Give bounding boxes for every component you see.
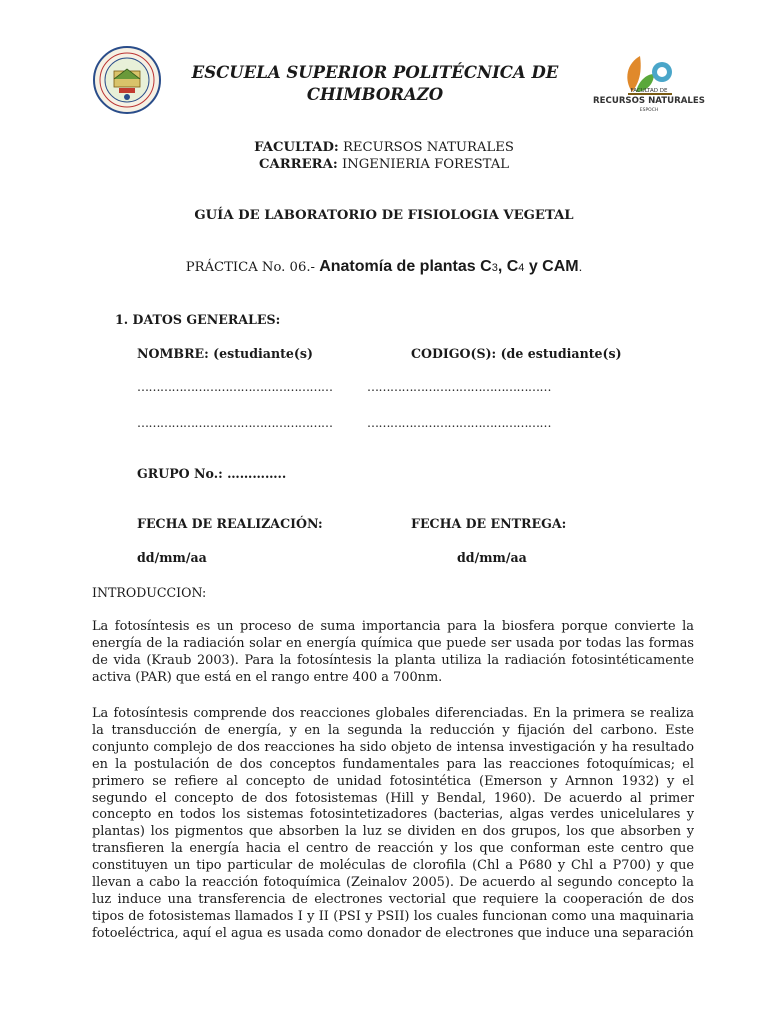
institution-line-1: ESCUELA SUPERIOR POLITÉCNICA DE — [191, 63, 559, 82]
practice-title — [0, 258, 768, 277]
group-line — [137, 466, 286, 481]
guide-title: GUÍA DE LABORATORIO DE FISIOLOGIA VEGETAL — [194, 208, 574, 223]
faculty-value: RECURSOS NATURALES — [342, 140, 514, 155]
date-due-value[interactable]: dd/mm/aa — [457, 550, 527, 565]
date-due-label: FECHA DE ENTREGA: — [411, 516, 567, 531]
logo-main-text: RECURSOS NATURALES — [593, 96, 705, 106]
career-value: INGENIERIA FORESTAL — [341, 157, 509, 172]
name-field-line-1[interactable]: …………………………………………… — [137, 380, 333, 394]
institution-name — [190, 62, 560, 106]
code-field-line-2[interactable]: ………………………………………… — [367, 416, 551, 430]
date-done-label: FECHA DE REALIZACIÓN: — [137, 516, 323, 531]
practice-name-part-a: Anatomía de plantas C — [319, 258, 492, 275]
practice-name — [319, 258, 578, 275]
career-line — [0, 156, 768, 173]
institution-line-2: CHIMBORAZO — [306, 85, 444, 104]
group-label: GRUPO No.: — [137, 466, 223, 481]
practice-subscript-4: 4 — [518, 262, 525, 274]
intro-paragraph-2-text: La fotosíntesis comprende dos reacciones globales diferenciadas. En la primera se realiza la transducción de energía, y en la segunda la reducción y fijación del carbono. Este conjunto complejo de dos reacciones ha sido objeto de intensa investigación y ha resultado en la postulación de dos conceptos fundamentales para las reacciones fotoquímicas; el primero se refiere al concepto de unidad fotosintética (Emerson y Arnnon 1932) y el segundo el concepto de dos fotosistemas (Hill y Bendal, 1960). De acuerdo al primer concepto en todos los sistemas fotosintetizadores (bacterias, algas verdes unicelulares y plantas) los pigmentos que absorben la luz se dividen en dos grupos, los que absorben y transfieren la energía hacia el centro de reacción y los que conforman este centro que constituyen un tipo particular de moléculas de clorofila (Chl a P680 y Chl a P700) y que llevan a cabo la reacción fotoquímica (Zeinalov 2005). De acuerdo al segundo concepto la luz induce una transferencia de electrones vectorial que requiere la cooperación de dos tipos de fotosistemas llamados I y II (PSI y PSII) los cuales funcionan como una maquinaria fotoeléctrica, aquí el agua es usada como donador de electrones que induce una separación — [92, 706, 694, 941]
faculty-label: FACULTAD: — [254, 140, 339, 155]
code-label: CODIGO(S): (de estudiante(s) — [411, 346, 622, 361]
career-label: CARRERA: — [258, 157, 338, 172]
intro-paragraph-1 — [92, 619, 694, 687]
intro-paragraph-2 — [92, 706, 694, 943]
name-label: NOMBRE: (estudiante(s) — [137, 346, 313, 361]
intro-paragraph-1-text: La fotosíntesis es un proceso de suma importancia para la biosfera porque convierte la energía de la radiación solar en energía química que puede ser usada por todas las formas de vida (Kraub 2003). Para la fotosíntesis la planta utiliza la radiación fotosintéticamente activa (PAR) que está en el rango entre 400 a 700nm. — [92, 619, 694, 685]
espoch-seal-logo — [92, 45, 162, 115]
intro-heading: INTRODUCCION: — [92, 585, 207, 600]
practice-period: . — [578, 259, 583, 274]
code-field-line-1[interactable]: ………………………………………… — [367, 380, 551, 394]
practice-name-sep: , C — [497, 258, 519, 275]
recursos-naturales-logo — [584, 52, 714, 124]
name-field-line-2[interactable]: …………………………………………… — [137, 416, 333, 430]
practice-prefix: PRÁCTICA No. 06.- — [185, 260, 315, 275]
practice-name-part-b: y CAM — [524, 258, 579, 275]
logo-small-text: FACULTAD DE — [630, 88, 668, 94]
faculty-line — [0, 139, 768, 156]
section-general-heading: 1. DATOS GENERALES: — [115, 312, 281, 327]
date-done-value[interactable]: dd/mm/aa — [137, 550, 207, 565]
practice-subscript-3: 3 — [491, 262, 498, 274]
logo-sub-text: ESPOCH — [639, 108, 659, 113]
group-field[interactable]: ………….. — [227, 466, 287, 481]
